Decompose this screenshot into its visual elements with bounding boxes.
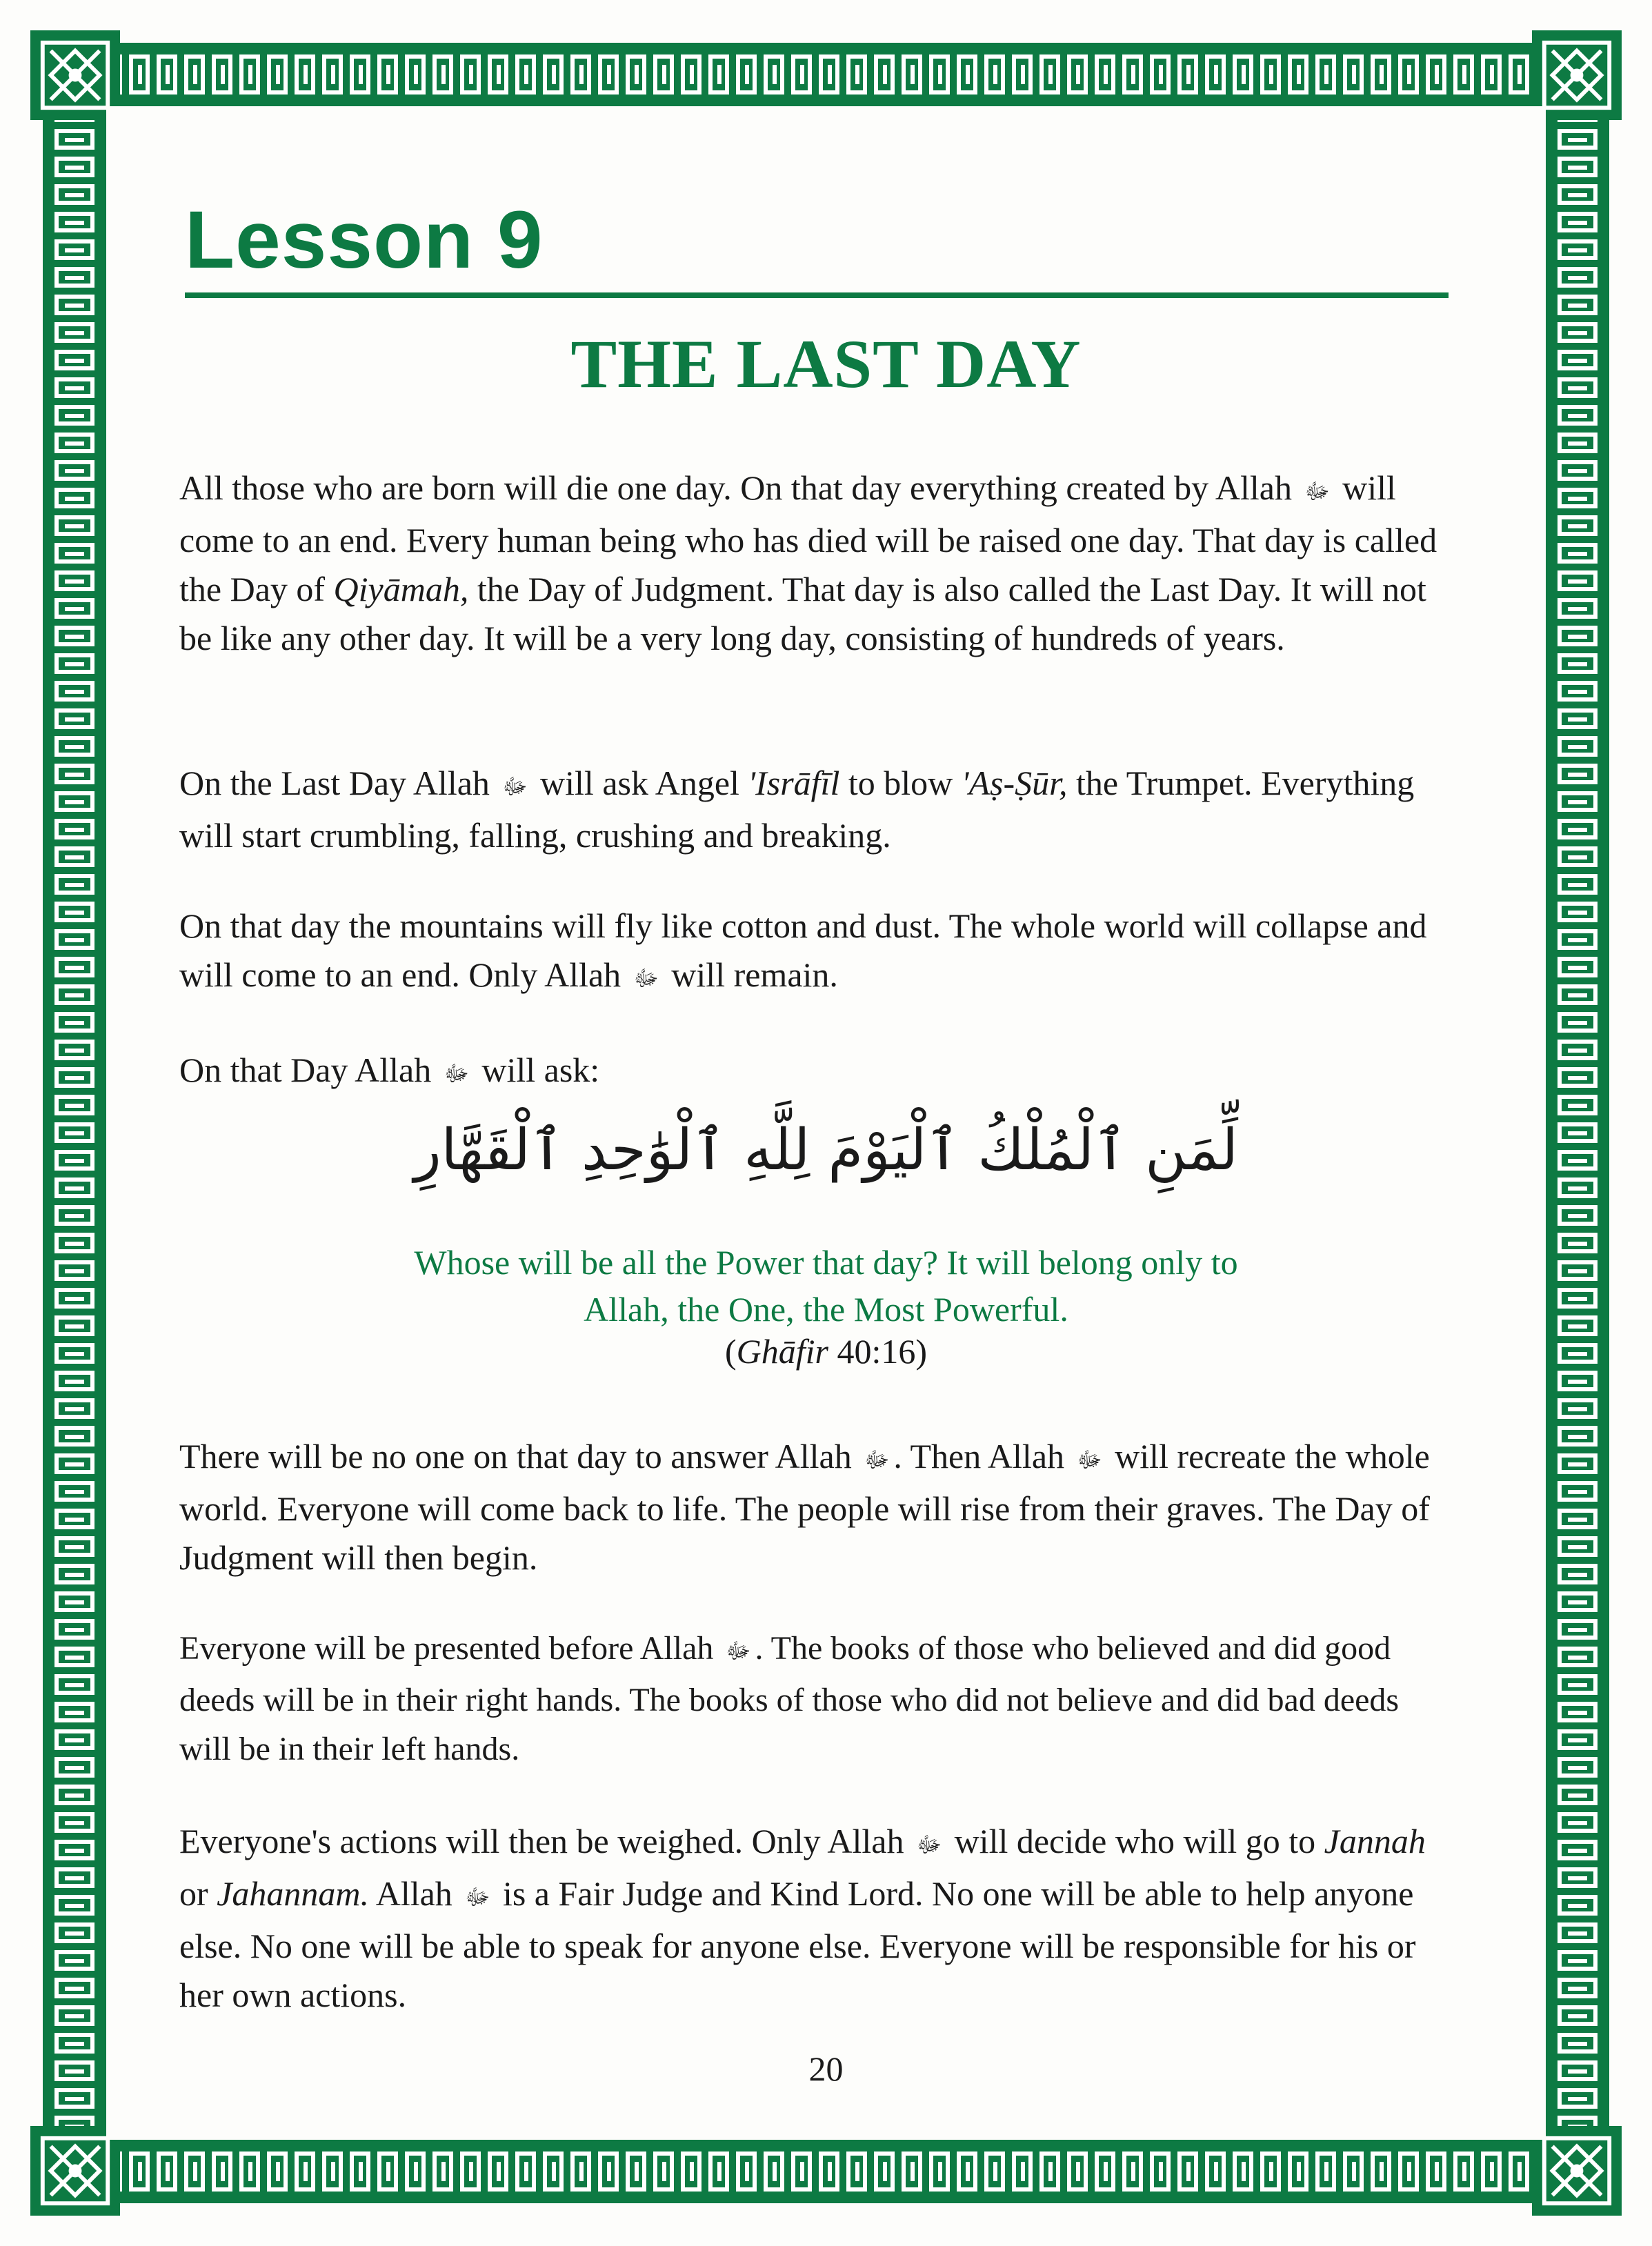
border-top (43, 43, 1609, 106)
paragraph-3 (179, 902, 1455, 1003)
verse-translation (0, 1239, 1652, 1333)
text: will ask: (481, 1051, 600, 1089)
quran-verse-arabic: لِّمَنِ ٱلْمُلْكُ ٱلْيَوْمَ لِلَّهِ ٱلْوَٰحِدِ ٱلْقَهَّارِ (414, 1117, 1238, 1183)
citation-ref: 40:16) (837, 1332, 928, 1371)
term: 'Aṣ-Ṣūr, (961, 764, 1068, 802)
greek-key-pattern-icon (43, 43, 1609, 106)
honorific-icon: ﷻ (916, 1832, 942, 1858)
honorific-icon: ﷻ (1077, 1447, 1102, 1473)
term: Qiyāmah, (333, 570, 469, 609)
translation-line-2: Allah, the One, the Most Powerful. (584, 1290, 1068, 1329)
text: All those who are born will die one day. On that day everything created by Allah (179, 468, 1292, 507)
text: Allah (375, 1874, 452, 1914)
title-divider (185, 292, 1449, 298)
paragraph-2 (179, 759, 1455, 860)
paragraph-7 (179, 1817, 1455, 2020)
text: will ask Angel (540, 764, 739, 802)
paragraph-1 (179, 464, 1455, 663)
greek-key-pattern-icon (43, 2140, 1609, 2203)
term: Jannah (1324, 1822, 1426, 1860)
honorific-icon: ﷻ (726, 1638, 751, 1664)
text: Everyone will be presented before Allah (179, 1630, 714, 1667)
text: On the Last Day Allah (179, 764, 490, 802)
term: 'Isrāfīl (748, 764, 840, 802)
text: is a Fair Judge and Kind Lord. No one will be able to help anyone else. No one will be able to speak for anyone else. Everyone will be responsible for his or her own actions. (179, 1874, 1416, 2015)
honorific-icon: ﷻ (1304, 479, 1330, 504)
page-title: THE LAST DAY (570, 326, 1082, 402)
text: Everyone's actions will then be weighed. Only Allah (179, 1822, 904, 1860)
term: Jahannam. (217, 1874, 369, 1914)
citation-open: ( (724, 1332, 737, 1371)
text: . The books of those who believed and did good deeds will be in their right hands. The books of those who did not believe and did bad deeds will be in their left hands. (179, 1630, 1400, 1768)
verse-citation (0, 1331, 1652, 1371)
paragraph-5 (179, 1432, 1455, 1582)
honorific-icon: ﷻ (444, 1061, 469, 1086)
lesson-label: Lesson 9 (185, 195, 544, 286)
text: to blow (848, 764, 953, 802)
honorific-icon: ﷻ (633, 966, 659, 991)
text: On that day the mountains will fly like cotton and dust. The whole world will collapse and will come to an end. Only Allah (179, 906, 1427, 994)
text: the Trumpet. Everything will start crumbling, falling, crushing and breaking. (179, 764, 1415, 855)
text: will remain. (671, 955, 838, 994)
honorific-icon: ﷻ (502, 774, 528, 799)
text: will come to an end. Every human being who has died will be raised one day. That day is called the Day of (179, 468, 1437, 609)
honorific-icon: ﷻ (864, 1447, 890, 1473)
text: On that Day Allah (179, 1051, 432, 1089)
translation-line-1: Whose will be all the Power that day? It will belong only to (414, 1243, 1238, 1282)
citation-surah: Ghāfir (736, 1332, 828, 1371)
text: will recreate the whole world. Everyone will come back to life. The people will rise from their graves. The Day of Judgment will then begin. (179, 1437, 1430, 1578)
page-number: 20 (808, 2049, 844, 2088)
text: . Then Allah (893, 1437, 1065, 1475)
border-bottom (43, 2140, 1609, 2203)
text: the Day of Judgment. That day is also called the Last Day. It will not be like any other day. It will be a very long day, consisting of hundreds of years. (179, 570, 1426, 658)
paragraph-6 (179, 1624, 1455, 1773)
honorific-icon: ﷻ (465, 1885, 490, 1910)
text: will decide who will go to (954, 1822, 1316, 1860)
text: or (179, 1874, 208, 1914)
paragraph-4 (179, 1046, 1455, 1098)
text: There will be no one on that day to answer Allah (179, 1437, 852, 1475)
